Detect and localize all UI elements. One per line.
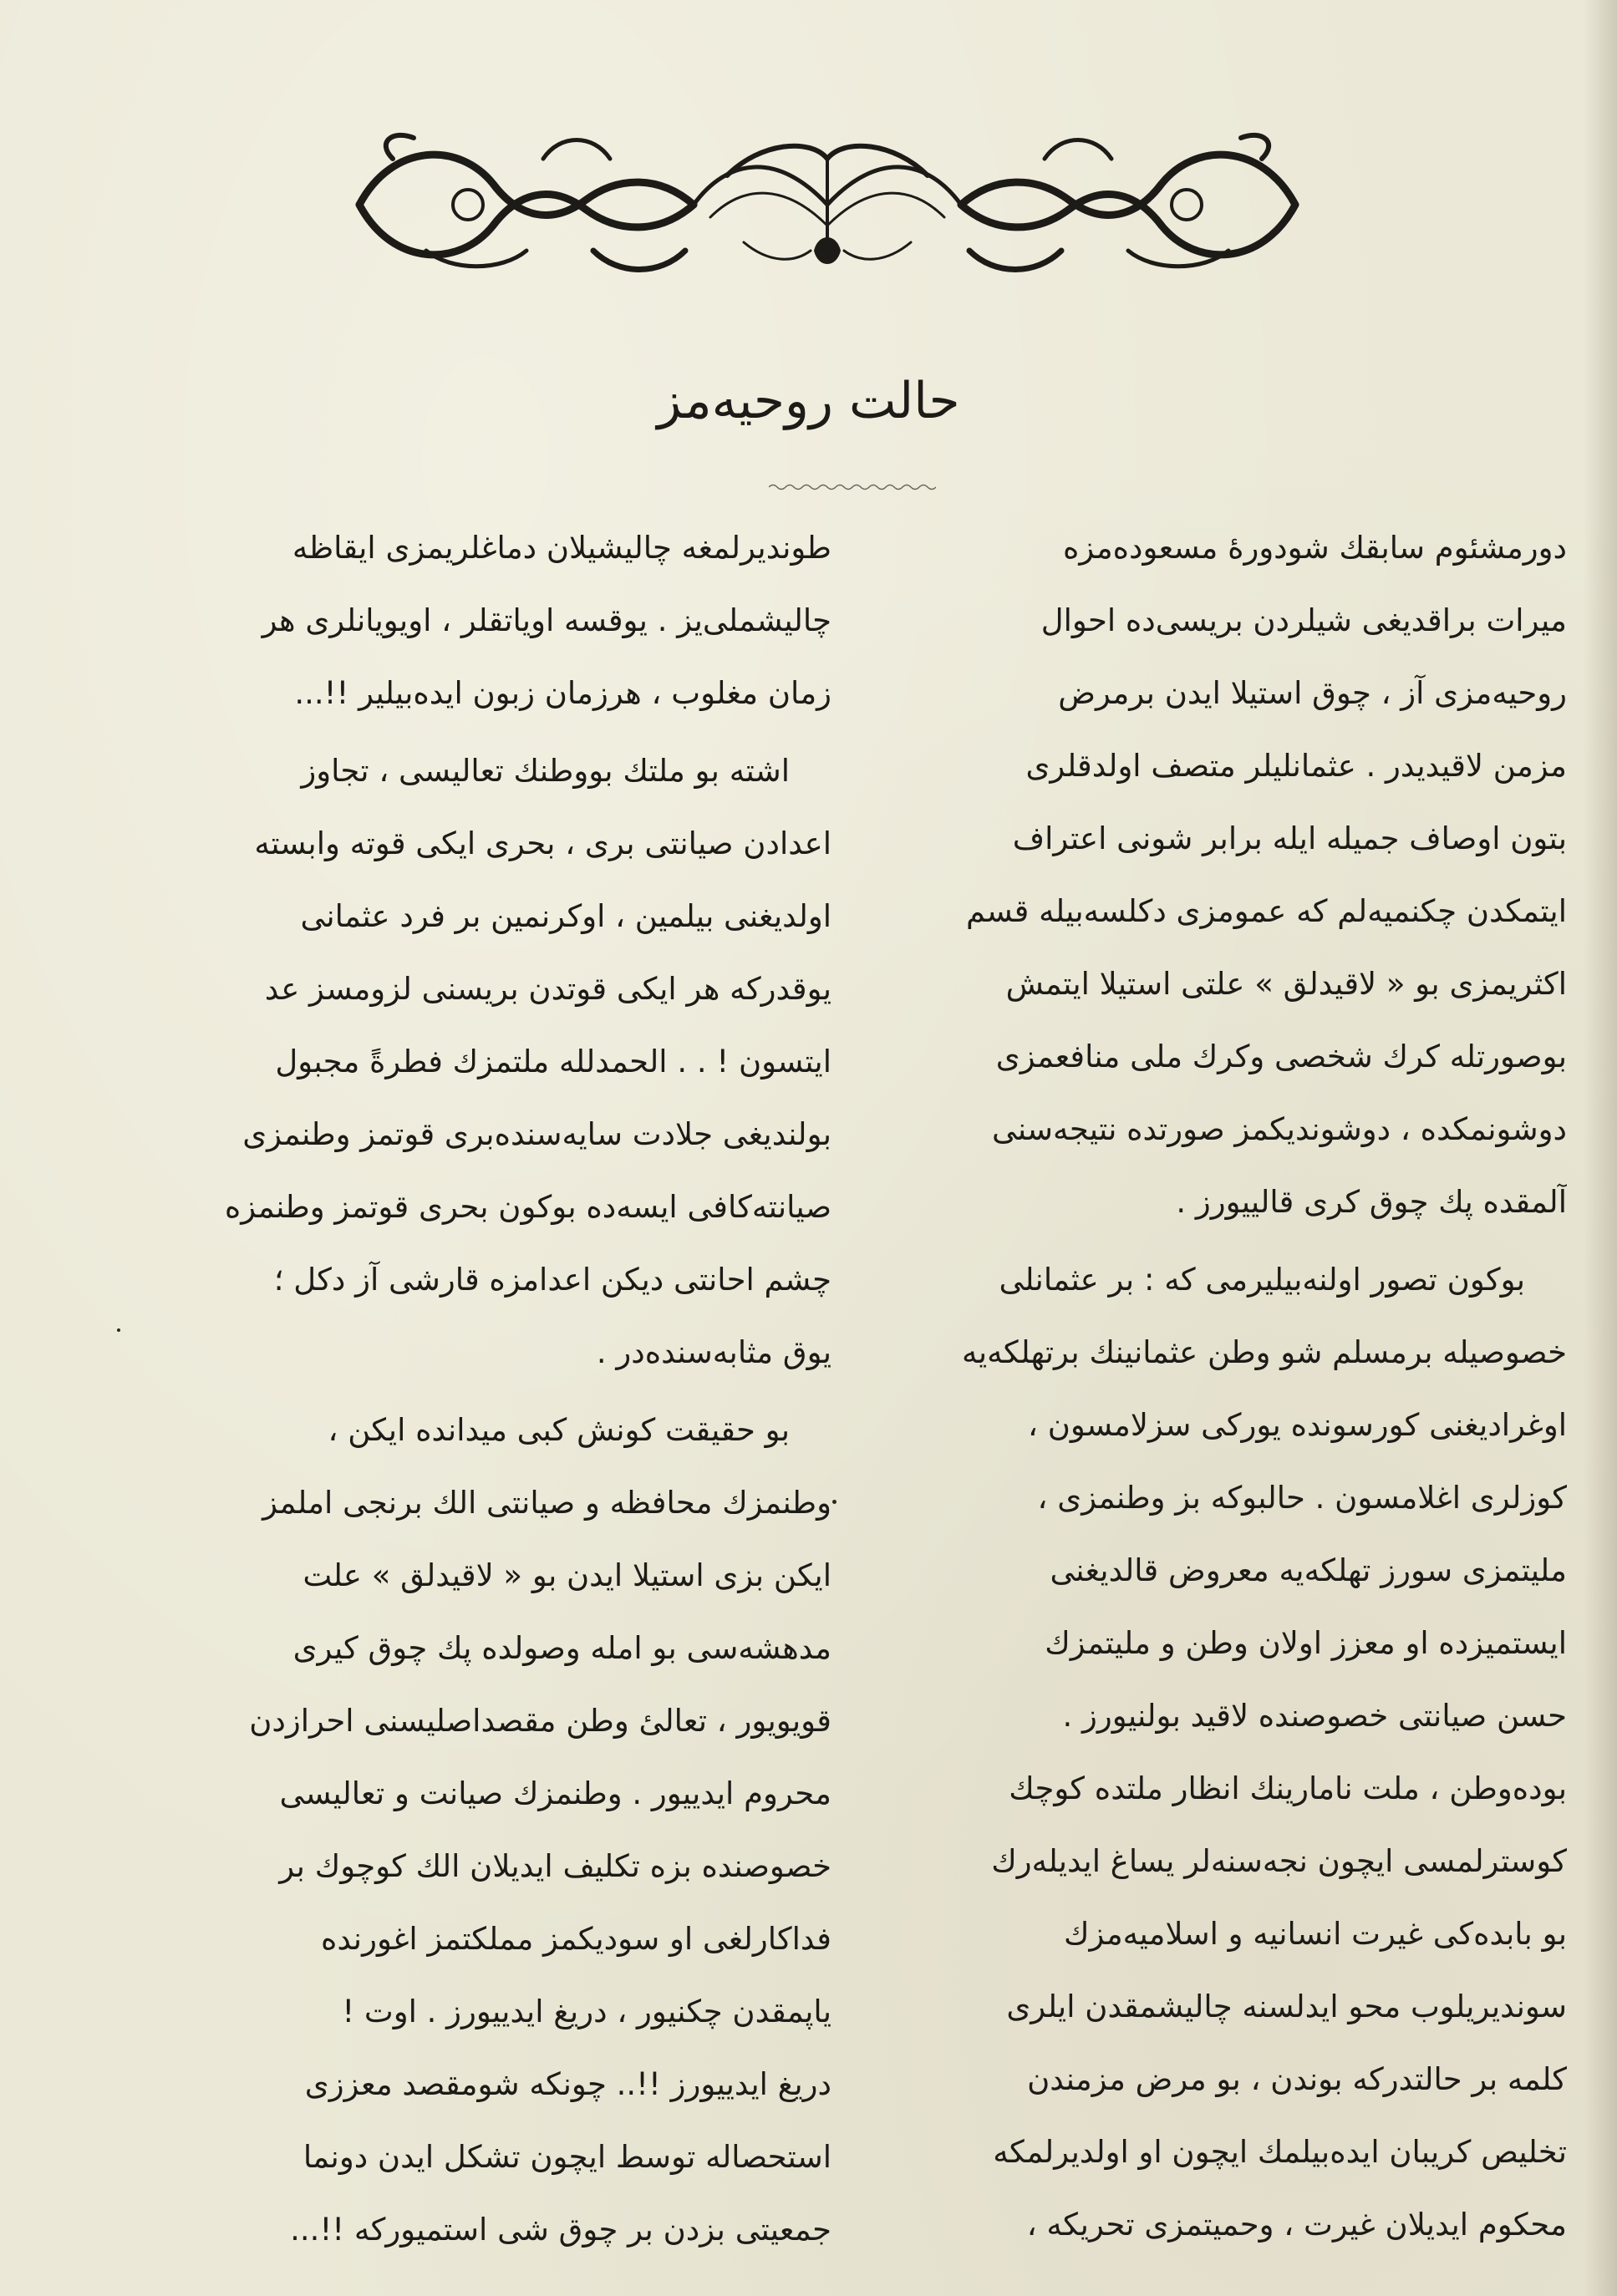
text-line: دورمشئوم سابقك شودورهٔ مسعوده‌مزه [1063, 530, 1567, 566]
text-line: دریغ ایدییورز !!.. چونکه شومقصد معززی [304, 2066, 831, 2102]
text-line: بتون اوصاف جمیله ایله برابر شونی اعتراف [1012, 820, 1567, 856]
text-line: چالیشملی‌یز . یوقسه اویاتقلر ، اویویانلری هر [262, 602, 831, 638]
text-line: ایتمکدن چکنمیه‌لم که عمومزی دکلسه‌بیله قسم [965, 893, 1567, 929]
text-line: یوقدرکه هر ایکی قوتدن بریسنی لزومسز عد [264, 971, 831, 1007]
paragraph [898, 511, 1567, 1238]
text-line: ایکن بزی استیلا ایدن بو « لاقیدلق » علت [303, 1557, 831, 1593]
text-line: بوصورتله کرك شخصی وکرك ملی منافعمزی [995, 1039, 1567, 1074]
text-line: بولندیغی جلادت سایه‌سنده‌بری قوتمز وطنمزی [242, 1116, 831, 1152]
text-line: خصوصیله برمسلم شو وطن عثمانینك برتهلکه‌یه [962, 1334, 1567, 1370]
text-line: قویویور ، تعالیٔ وطن مقصداصلیسنی احرازدن [249, 1703, 831, 1739]
text-line: بوکون تصور اولنه‌بیلیرمی که : بر عثمانلی [999, 1262, 1525, 1298]
article-title: حالت روحیه‌مز [657, 372, 960, 430]
text-line: کلمه بر حالتدرکه بوندن ، بو مرض مزمندن [1027, 2061, 1567, 2097]
text-line: صیانته‌کافی ایسه‌ده بوکون بحری قوتمز وطنمزه [224, 1189, 831, 1225]
text-line: کوسترلمسی ایچون نجه‌سنه‌لر یساغ ایدیله‌رك [991, 1843, 1567, 1879]
text-line: زمان مغلوب ، هرزمان زبون ایده‌بیلیر !!... [294, 675, 831, 711]
ink-speck [117, 1328, 120, 1332]
text-line: حسن صیانتی خصوصنده لاقید بولنیورز . [1062, 1698, 1567, 1734]
text-line: اکثریمزی بو « لاقیدلق » علتی استیلا ایتمش [1005, 966, 1567, 1002]
text-line: اشته بو ملتك بووطنك تعالیسی ، تجاوز [301, 753, 790, 789]
text-line: ملیتمزی سورز تهلکه‌یه معروض قالدیغنی [1050, 1552, 1567, 1588]
text-line: اعدادن صیانتی بری ، بحری ایکی قوته وابسته [254, 825, 831, 861]
paragraph [155, 734, 831, 1389]
text-line: یوق مثابه‌سنده‌در . [596, 1334, 831, 1370]
text-line: جمعیتی بزدن بر چوق شی استمیورکه !!... [290, 2212, 831, 2248]
text-line: بو حقیقت کونش کبی میدانده ایکن ، [328, 1412, 790, 1448]
page-binding-shadow [1584, 0, 1617, 2296]
text-line: محکوم ایدیلان غیرت ، وحمیتمزی تحریکه ، [1026, 2207, 1567, 2243]
text-line: آلمقده پك چوق کری قالییورز . [1176, 1184, 1567, 1220]
text-line: محروم ایدییور . وطنمزك صیانت و تعالیسی [279, 1775, 831, 1811]
text-line: اولدیغنی بیلمین ، اوکرنمین بر فرد عثمانی [300, 898, 831, 934]
text-line: روحیه‌مزی آز ، چوق استیلا ایدن برمرض [1058, 675, 1567, 711]
text-line: یاپمقدن چکنیور ، دریغ ایدییورز . اوت ! [342, 1994, 831, 2029]
text-line: مزمن لاقیدیدر . عثمانلیلر متصف اولدقلری [1025, 748, 1567, 784]
text-line: مدهشه‌سی بو امله وصولده پك چوق کیری [292, 1630, 831, 1666]
text-line: ایتسون ! . . الحمدلله ملتمزك فطرةً مجبول [275, 1044, 831, 1079]
text-line: ایستمیزده او معزز اولان وطن و ملیتمزك [1045, 1625, 1567, 1661]
paragraph [155, 511, 831, 729]
ink-speck [832, 1500, 836, 1504]
text-line: اوغرادیغنی کورسونده یورکی سزلامسون ، [1028, 1407, 1567, 1443]
art-nouveau-header-ornament [343, 125, 1312, 284]
text-line: وطنمزك محافظه و صیانتی الك برنجی املمز [262, 1485, 831, 1521]
text-line: دوشونمکده ، دوشوندیکمز صورتده نتیجه‌سنی [992, 1111, 1567, 1147]
text-line: طوندیرلمغه چالیشیلان دماغلریمزی ایقاظه [292, 530, 831, 566]
right-text-column [898, 511, 1567, 2266]
text-line: فداکارلغی او سودیکمز مملکتمز اغورنده [320, 1921, 831, 1957]
text-line: خصوصنده بزه تکلیف ایدیلان الك کوچوك بر [279, 1848, 831, 1884]
text-line: استحصاله توسط ایچون تشکل ایدن دونما [303, 2139, 831, 2175]
paragraph [155, 1394, 831, 2266]
text-line: تخلیص کریبان ایده‌بیلمك ایچون او‌ اولدیرلمکه [993, 2134, 1567, 2170]
text-line: سوندیریلوب محو ایدلسنه چالیشمقدن ایلری [1006, 1989, 1567, 2024]
text-line: میرات براقدیغی شیلردن بریسی‌ده احوال [1040, 602, 1567, 638]
text-line: بوده‌وطن ، ملت نامارینك انظار ملتده کوچك [1009, 1770, 1567, 1806]
text-line: چشم احانتی دیکن اعدامزه قارشی آز دکل ؛ [273, 1262, 831, 1298]
left-text-column [155, 511, 831, 2271]
title-wavy-rule [769, 481, 936, 493]
text-line: کوزلری اغلامسون . حالبوکه بز وطنمزی ، [1037, 1480, 1567, 1516]
text-line: بو بابده‌کی غیرت انسانیه و اسلامیه‌مزك [1063, 1916, 1567, 1952]
paragraph [898, 1243, 1567, 2261]
